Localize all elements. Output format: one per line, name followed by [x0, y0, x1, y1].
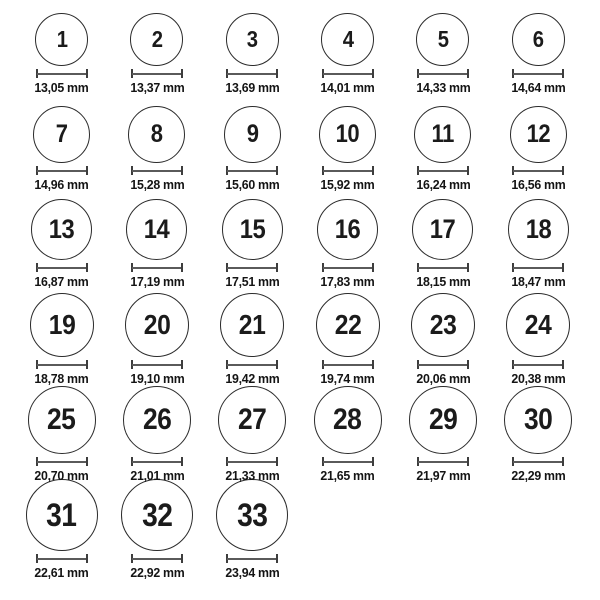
ring-size-number: 19 — [48, 309, 75, 340]
ring-circle — [508, 199, 569, 260]
ring-size-item — [14, 296, 109, 393]
ring-size-number: 24 — [525, 309, 552, 340]
measure-line-icon — [37, 364, 87, 366]
diameter-label: 17,83 mm — [320, 274, 375, 289]
measure-tick-right-icon — [181, 263, 183, 272]
ring-size-number: 9 — [246, 120, 259, 148]
ring-circle — [414, 106, 471, 163]
measure-tick-right-icon — [562, 166, 564, 175]
measure-line-icon — [227, 170, 277, 172]
ring-circle — [216, 479, 288, 551]
diameter-label: 13,05 mm — [34, 80, 89, 95]
measure-line-icon — [132, 461, 182, 463]
measure-tick-right-icon — [562, 69, 564, 78]
measure-tick-right-icon — [276, 457, 278, 466]
ring-size-item — [14, 490, 109, 587]
diameter-label: 18,15 mm — [415, 274, 470, 289]
measure-tick-right-icon — [467, 263, 469, 272]
measure-line-icon — [513, 364, 563, 366]
measure-line-icon — [513, 461, 563, 463]
ring-size-item — [491, 199, 586, 296]
diameter-measure-bar — [417, 166, 469, 175]
measure-line-icon — [418, 73, 468, 75]
measure-tick-right-icon — [86, 263, 88, 272]
ring-circle — [412, 199, 473, 260]
ring-circle — [130, 13, 183, 66]
ring-size-number: 14 — [144, 214, 170, 244]
measure-tick-right-icon — [562, 457, 564, 466]
ring-size-item — [109, 5, 204, 102]
diameter-label: 18,47 mm — [511, 274, 566, 289]
measure-tick-right-icon — [86, 360, 88, 369]
measure-tick-right-icon — [372, 263, 374, 272]
measure-line-icon — [227, 267, 277, 269]
diameter-label: 21,33 mm — [225, 468, 280, 483]
ring-size-item — [491, 102, 586, 199]
measure-tick-right-icon — [86, 554, 88, 563]
diameter-measure-bar — [417, 69, 469, 78]
diameter-label: 15,60 mm — [225, 177, 280, 192]
ring-size-number: 28 — [333, 403, 362, 436]
measure-line-icon — [323, 267, 373, 269]
ring-size-item — [395, 199, 490, 296]
diameter-measure-bar — [512, 263, 564, 272]
ring-size-number: 12 — [526, 120, 551, 148]
ring-size-item — [205, 393, 300, 490]
diameter-measure-bar — [417, 360, 469, 369]
ring-size-number: 1 — [56, 26, 68, 52]
diameter-measure-bar — [512, 360, 564, 369]
diameter-label: 13,69 mm — [225, 80, 280, 95]
ring-circle — [409, 386, 477, 454]
diameter-label: 14,33 mm — [415, 80, 470, 95]
ring-circle — [319, 106, 376, 163]
ring-size-number: 32 — [141, 497, 173, 533]
measure-line-icon — [132, 73, 182, 75]
ring-size-number: 6 — [532, 26, 544, 52]
ring-size-number: 8 — [151, 120, 163, 148]
ring-size-number: 2 — [151, 26, 163, 52]
measure-line-icon — [37, 558, 87, 560]
ring-size-number: 18 — [525, 214, 552, 244]
measure-tick-right-icon — [467, 69, 469, 78]
measure-tick-right-icon — [86, 166, 88, 175]
measure-line-icon — [132, 558, 182, 560]
ring-size-number: 25 — [47, 403, 76, 436]
measure-line-icon — [513, 267, 563, 269]
ring-size-item — [491, 5, 586, 102]
diameter-measure-bar — [131, 360, 183, 369]
ring-circle — [504, 386, 572, 454]
diameter-measure-bar — [131, 263, 183, 272]
ring-size-item — [109, 199, 204, 296]
diameter-label: 22,61 mm — [34, 565, 89, 580]
measure-tick-right-icon — [181, 554, 183, 563]
ring-circle — [28, 386, 96, 454]
ring-size-number: 3 — [246, 26, 258, 52]
ring-size-number: 10 — [335, 120, 360, 148]
ring-circle — [26, 479, 98, 551]
diameter-label: 13,37 mm — [129, 80, 184, 95]
measure-tick-right-icon — [467, 166, 469, 175]
diameter-measure-bar — [417, 457, 469, 466]
diameter-measure-bar — [322, 263, 374, 272]
measure-line-icon — [37, 73, 87, 75]
ring-size-item — [395, 5, 490, 102]
ring-circle — [31, 199, 92, 260]
ring-size-number: 31 — [46, 497, 77, 533]
diameter-label: 20,38 mm — [511, 371, 566, 386]
ring-circle — [512, 13, 565, 66]
diameter-measure-bar — [322, 166, 374, 175]
ring-circle — [314, 386, 382, 454]
diameter-measure-bar — [417, 263, 469, 272]
diameter-measure-bar — [322, 360, 374, 369]
diameter-label: 22,29 mm — [511, 468, 566, 483]
ring-size-item — [109, 296, 204, 393]
measure-line-icon — [227, 461, 277, 463]
measure-line-icon — [323, 73, 373, 75]
measure-line-icon — [418, 461, 468, 463]
diameter-label: 16,87 mm — [34, 274, 89, 289]
measure-line-icon — [132, 170, 182, 172]
diameter-label: 21,97 mm — [415, 468, 470, 483]
diameter-measure-bar — [226, 263, 278, 272]
diameter-label: 20,06 mm — [415, 371, 470, 386]
diameter-measure-bar — [36, 69, 88, 78]
ring-size-item — [300, 5, 395, 102]
ring-size-number: 5 — [437, 26, 449, 52]
ring-circle — [321, 13, 374, 66]
diameter-label: 19,10 mm — [129, 371, 184, 386]
diameter-measure-bar — [131, 69, 183, 78]
ring-circle — [30, 293, 94, 357]
ring-size-item — [300, 393, 395, 490]
diameter-label: 15,92 mm — [320, 177, 375, 192]
ring-size-item — [205, 490, 300, 587]
measure-tick-right-icon — [181, 457, 183, 466]
measure-line-icon — [513, 73, 563, 75]
measure-tick-right-icon — [372, 166, 374, 175]
diameter-measure-bar — [131, 457, 183, 466]
measure-tick-right-icon — [181, 360, 183, 369]
ring-size-number: 22 — [334, 309, 361, 340]
ring-size-number: 17 — [430, 214, 456, 244]
ring-size-number: 15 — [239, 214, 266, 244]
measure-line-icon — [227, 364, 277, 366]
ring-size-item — [14, 102, 109, 199]
measure-tick-right-icon — [86, 69, 88, 78]
ring-circle — [317, 199, 378, 260]
measure-line-icon — [418, 364, 468, 366]
ring-size-number: 13 — [48, 214, 75, 244]
ring-size-number: 30 — [524, 403, 553, 436]
ring-size-item — [395, 296, 490, 393]
diameter-label: 18,78 mm — [34, 371, 89, 386]
measure-tick-right-icon — [276, 166, 278, 175]
ring-size-number: 26 — [142, 403, 172, 436]
measure-line-icon — [227, 73, 277, 75]
ring-circle — [121, 479, 193, 551]
diameter-label: 16,24 mm — [415, 177, 470, 192]
diameter-measure-bar — [36, 166, 88, 175]
diameter-label: 22,92 mm — [129, 565, 184, 580]
ring-size-number: 29 — [428, 403, 458, 436]
measure-tick-right-icon — [467, 360, 469, 369]
ring-size-item — [300, 199, 395, 296]
measure-tick-right-icon — [276, 554, 278, 563]
ring-circle — [411, 293, 475, 357]
measure-line-icon — [323, 461, 373, 463]
ring-size-number: 33 — [237, 497, 268, 533]
ring-size-item — [14, 199, 109, 296]
diameter-label: 17,19 mm — [129, 274, 184, 289]
diameter-measure-bar — [36, 360, 88, 369]
measure-tick-right-icon — [276, 69, 278, 78]
measure-tick-right-icon — [372, 69, 374, 78]
diameter-measure-bar — [226, 69, 278, 78]
diameter-label: 17,51 mm — [225, 274, 280, 289]
diameter-measure-bar — [36, 457, 88, 466]
diameter-measure-bar — [512, 69, 564, 78]
measure-line-icon — [37, 461, 87, 463]
ring-circle — [125, 293, 189, 357]
ring-size-number: 23 — [429, 309, 457, 340]
diameter-label: 21,65 mm — [320, 468, 375, 483]
measure-line-icon — [37, 170, 87, 172]
ring-circle — [35, 13, 88, 66]
measure-line-icon — [37, 267, 87, 269]
ring-size-number: 7 — [55, 120, 68, 148]
ring-circle — [224, 106, 281, 163]
ring-size-number: 27 — [238, 403, 267, 436]
ring-size-item — [109, 393, 204, 490]
ring-size-number: 11 — [431, 120, 455, 148]
diameter-measure-bar — [226, 360, 278, 369]
ring-size-item — [300, 296, 395, 393]
diameter-measure-bar — [36, 263, 88, 272]
ring-circle — [220, 293, 284, 357]
diameter-measure-bar — [226, 457, 278, 466]
diameter-measure-bar — [226, 166, 278, 175]
ring-size-number: 21 — [239, 309, 266, 340]
diameter-measure-bar — [512, 457, 564, 466]
measure-line-icon — [323, 364, 373, 366]
measure-tick-right-icon — [276, 263, 278, 272]
ring-circle — [316, 293, 380, 357]
measure-line-icon — [132, 364, 182, 366]
diameter-measure-bar — [131, 554, 183, 563]
diameter-label: 19,74 mm — [320, 371, 375, 386]
ring-size-number: 4 — [342, 26, 354, 52]
ring-size-item — [395, 393, 490, 490]
measure-tick-right-icon — [86, 457, 88, 466]
ring-circle — [226, 13, 279, 66]
diameter-measure-bar — [512, 166, 564, 175]
ring-size-item — [109, 490, 204, 587]
ring-size-item — [300, 102, 395, 199]
diameter-label: 19,42 mm — [225, 371, 280, 386]
measure-tick-right-icon — [562, 263, 564, 272]
ring-size-item — [395, 102, 490, 199]
ring-circle — [33, 106, 90, 163]
diameter-label: 15,28 mm — [129, 177, 184, 192]
diameter-label: 14,01 mm — [320, 80, 375, 95]
ring-size-item — [491, 296, 586, 393]
ring-size-item — [14, 393, 109, 490]
measure-tick-right-icon — [181, 69, 183, 78]
ring-size-number: 16 — [334, 214, 361, 244]
measure-tick-right-icon — [562, 360, 564, 369]
ring-size-item — [109, 102, 204, 199]
measure-tick-right-icon — [181, 166, 183, 175]
diameter-label: 16,56 mm — [511, 177, 566, 192]
measure-line-icon — [132, 267, 182, 269]
diameter-label: 23,94 mm — [225, 565, 280, 580]
diameter-label: 20,70 mm — [34, 468, 89, 483]
measure-tick-right-icon — [276, 360, 278, 369]
ring-circle — [128, 106, 185, 163]
ring-size-item — [491, 393, 586, 490]
ring-size-item — [205, 102, 300, 199]
diameter-measure-bar — [322, 457, 374, 466]
measure-line-icon — [227, 558, 277, 560]
diameter-measure-bar — [131, 166, 183, 175]
ring-circle — [218, 386, 286, 454]
diameter-measure-bar — [36, 554, 88, 563]
ring-circle — [506, 293, 570, 357]
diameter-measure-bar — [322, 69, 374, 78]
ring-circle — [126, 199, 187, 260]
diameter-label: 14,96 mm — [34, 177, 89, 192]
measure-tick-right-icon — [372, 457, 374, 466]
measure-tick-right-icon — [372, 360, 374, 369]
measure-line-icon — [418, 267, 468, 269]
ring-size-number: 20 — [143, 309, 171, 340]
measure-line-icon — [418, 170, 468, 172]
ring-size-item — [205, 5, 300, 102]
diameter-label: 21,01 mm — [129, 468, 184, 483]
ring-size-item — [205, 199, 300, 296]
ring-circle — [510, 106, 567, 163]
ring-size-item — [14, 5, 109, 102]
diameter-measure-bar — [226, 554, 278, 563]
measure-line-icon — [513, 170, 563, 172]
ring-circle — [222, 199, 283, 260]
ring-size-item — [205, 296, 300, 393]
ring-circle — [123, 386, 191, 454]
measure-line-icon — [323, 170, 373, 172]
measure-tick-right-icon — [467, 457, 469, 466]
diameter-label: 14,64 mm — [511, 80, 566, 95]
ring-circle — [416, 13, 469, 66]
